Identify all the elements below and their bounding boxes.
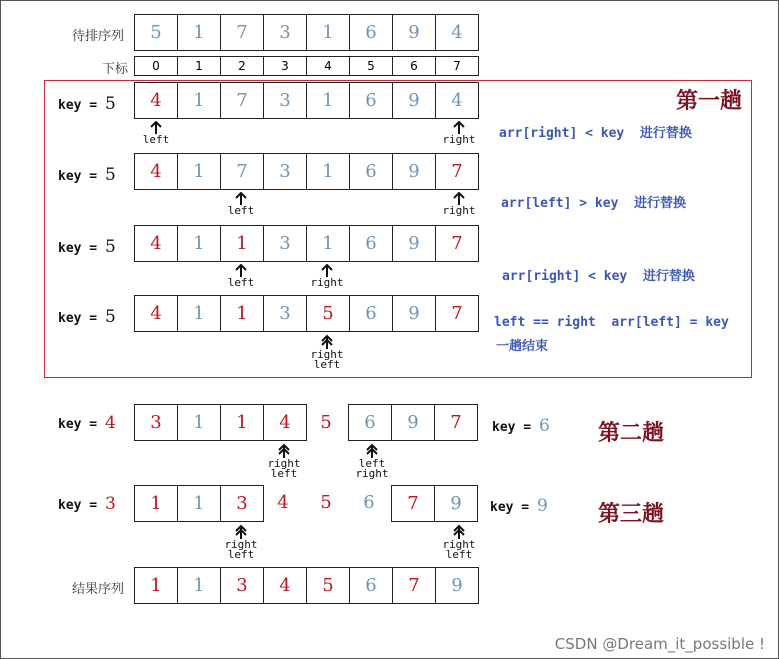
right-pointer: right xyxy=(297,264,357,288)
key-value: 5 xyxy=(104,94,116,114)
pass1-row3-array xyxy=(134,225,479,262)
key-value: 3 xyxy=(104,494,116,514)
to-sort-label: 待排序列 xyxy=(72,29,125,44)
array-cell: 7 xyxy=(392,486,435,521)
array-cell: 4 xyxy=(279,412,291,433)
meet-pointer: left right xyxy=(342,443,402,479)
index-array xyxy=(134,56,479,76)
pass1-row1-array xyxy=(134,82,479,119)
left-pointer: left xyxy=(126,121,186,145)
key-label: key = 4 xyxy=(58,413,116,433)
sorted-value: 5 xyxy=(320,492,332,513)
array-cell: 9 xyxy=(393,296,436,331)
pass3-title: 第三趟 xyxy=(598,501,665,527)
step-note: 一趟结束 xyxy=(496,339,549,354)
array-cell: 6 xyxy=(350,154,393,189)
array-cell: 1 xyxy=(178,486,221,521)
key-label: key = 6 xyxy=(492,416,550,436)
initial-array xyxy=(134,14,479,51)
array-cell: 1 xyxy=(135,568,178,603)
array-cell: 4 xyxy=(135,154,178,189)
meet-pointer: right left xyxy=(254,443,314,479)
key-label: key = 5 xyxy=(58,94,116,114)
array-cell: 6 xyxy=(350,296,393,331)
array-cell: 7 xyxy=(450,412,462,433)
array-cell: 1 xyxy=(221,226,264,261)
array-cell: 7 xyxy=(451,233,463,254)
sorted-value: 6 xyxy=(363,492,375,513)
array-cell: 1 xyxy=(307,154,350,189)
key-value: 5 xyxy=(104,237,116,257)
result-array xyxy=(134,567,479,604)
index-label: 下标 xyxy=(102,62,129,77)
array-cell: 1 xyxy=(135,486,178,521)
array-cell: 4 xyxy=(451,90,463,111)
array-cell: 1 xyxy=(178,405,221,440)
array-cell: 1 xyxy=(307,226,350,261)
pass1-row2-array xyxy=(134,153,479,190)
meet-pointer: right left xyxy=(211,524,271,560)
array-cell: 3 xyxy=(135,405,178,440)
array-cell: 1 xyxy=(178,15,221,50)
array-cell: 4 xyxy=(135,83,178,118)
array-cell: 1 xyxy=(178,154,221,189)
key-value: 9 xyxy=(536,496,548,516)
array-cell: 4 xyxy=(264,568,307,603)
pass3-right-array xyxy=(391,485,478,522)
meet-pointer: right left xyxy=(297,334,357,370)
pass2-left-array xyxy=(134,404,307,441)
array-cell: 4 xyxy=(135,296,178,331)
step-note: arr[right] < key 进行替换 xyxy=(502,269,695,284)
array-cell: 5 xyxy=(307,568,350,603)
index-cell: 0 xyxy=(135,57,178,75)
index-cell: 3 xyxy=(264,57,307,75)
array-cell: 3 xyxy=(236,493,248,514)
key-label: key = 5 xyxy=(58,165,116,185)
array-cell: 3 xyxy=(221,568,264,603)
index-cell: 7 xyxy=(453,59,461,73)
array-cell: 9 xyxy=(451,575,463,596)
array-cell: 7 xyxy=(393,568,436,603)
index-cell: 4 xyxy=(307,57,350,75)
meet-pointer: right left xyxy=(429,524,489,560)
key-label: key = 5 xyxy=(58,307,116,327)
array-cell: 3 xyxy=(264,296,307,331)
array-cell: 1 xyxy=(307,83,350,118)
index-cell: 1 xyxy=(178,57,221,75)
key-label: key = 9 xyxy=(490,496,548,516)
array-cell: 6 xyxy=(350,226,393,261)
array-cell: 3 xyxy=(264,83,307,118)
array-cell: 3 xyxy=(264,154,307,189)
step-note: arr[left] > key 进行替换 xyxy=(501,196,687,211)
array-cell: 9 xyxy=(392,405,435,440)
pass2-right-array xyxy=(348,404,478,441)
array-cell: 1 xyxy=(221,405,264,440)
right-pointer: right xyxy=(429,121,489,145)
result-label: 结果序列 xyxy=(72,582,125,597)
array-cell: 1 xyxy=(178,83,221,118)
array-cell: 9 xyxy=(393,154,436,189)
array-cell: 5 xyxy=(135,15,178,50)
array-cell: 3 xyxy=(264,226,307,261)
array-cell: 6 xyxy=(350,83,393,118)
left-pointer: left xyxy=(211,264,271,288)
array-cell: 7 xyxy=(451,161,463,182)
key-label: key = 5 xyxy=(58,237,116,257)
array-cell: 9 xyxy=(393,15,436,50)
array-cell: 7 xyxy=(221,83,264,118)
pivot-value: 5 xyxy=(320,412,332,433)
pass3-left-array xyxy=(134,485,264,522)
array-cell: 9 xyxy=(393,83,436,118)
index-cell: 5 xyxy=(350,57,393,75)
array-cell: 7 xyxy=(221,154,264,189)
pass2-title: 第二趟 xyxy=(598,420,665,446)
sorted-value: 4 xyxy=(277,492,289,513)
array-cell: 9 xyxy=(393,226,436,261)
array-cell: 5 xyxy=(307,296,350,331)
array-cell: 1 xyxy=(178,568,221,603)
array-cell: 6 xyxy=(349,405,392,440)
array-cell: 9 xyxy=(450,493,462,514)
index-cell: 2 xyxy=(221,57,264,75)
array-cell: 6 xyxy=(350,15,393,50)
key-label: key = 3 xyxy=(58,494,116,514)
pass1-row4-array xyxy=(134,295,479,332)
key-value: 5 xyxy=(104,165,116,185)
array-cell: 1 xyxy=(178,296,221,331)
key-value: 6 xyxy=(538,416,550,436)
array-cell: 3 xyxy=(264,15,307,50)
index-cell: 6 xyxy=(393,57,436,75)
array-cell: 6 xyxy=(350,568,393,603)
array-cell: 7 xyxy=(451,303,463,324)
pass1-title: 第一趟 xyxy=(676,88,743,114)
left-pointer: left xyxy=(211,192,271,216)
array-cell: 7 xyxy=(221,15,264,50)
array-cell: 1 xyxy=(307,15,350,50)
key-value: 5 xyxy=(104,307,116,327)
array-cell: 4 xyxy=(135,226,178,261)
watermark: CSDN @Dream_it_possible ! xyxy=(554,635,765,653)
array-cell: 1 xyxy=(221,296,264,331)
step-note: arr[right] < key 进行替换 xyxy=(499,126,692,141)
array-cell: 4 xyxy=(451,22,463,43)
array-cell: 1 xyxy=(178,226,221,261)
key-value: 4 xyxy=(104,413,116,433)
right-pointer: right xyxy=(429,192,489,216)
step-note: left == right arr[left] = key xyxy=(494,315,729,330)
